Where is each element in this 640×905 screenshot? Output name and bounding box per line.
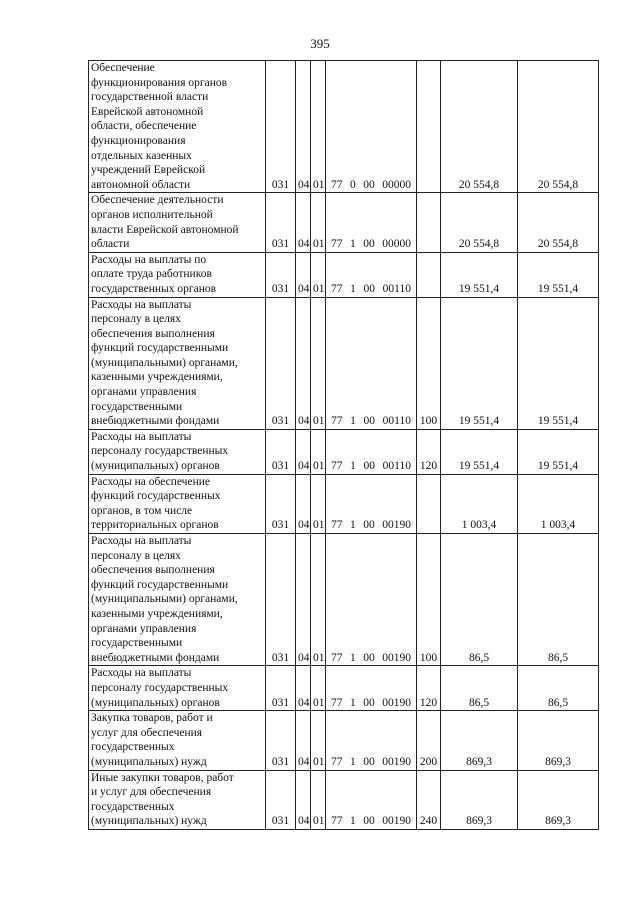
row-name xyxy=(89,252,266,297)
row-name-line: функций государственными xyxy=(91,342,229,355)
csr-part: 00190 xyxy=(382,696,411,709)
row-name-line: функций государственных xyxy=(91,490,221,503)
amount-2: 869,3 xyxy=(518,711,599,770)
row-name-line: Закупка товаров, работ и xyxy=(91,712,213,725)
pr-code: 01 xyxy=(311,252,326,297)
row-name-line: области xyxy=(91,238,130,251)
amount-1: 86,5 xyxy=(441,534,518,666)
row-name-line: органов, в том числе xyxy=(91,504,193,517)
table-row xyxy=(89,429,599,474)
csr-part: 1 xyxy=(350,282,356,295)
rz-code: 04 xyxy=(296,193,311,252)
vr-code: 100 xyxy=(417,297,441,429)
rz-code: 04 xyxy=(296,534,311,666)
row-name-line: казенными учреждениями, xyxy=(91,371,223,384)
ved-code: 031 xyxy=(266,770,296,829)
row-name-line: функционирования органов xyxy=(91,76,228,89)
vr-code: 240 xyxy=(417,770,441,829)
table-row xyxy=(89,474,599,533)
amount-2: 20 554,8 xyxy=(518,193,599,252)
row-name-line: Обеспечение деятельности xyxy=(91,194,224,207)
csr-part: 77 xyxy=(331,651,343,664)
page-number: 395 xyxy=(310,36,330,51)
ved-code: 031 xyxy=(266,193,296,252)
amount-1: 869,3 xyxy=(441,711,518,770)
csr-code xyxy=(326,474,417,533)
amount-1: 1 003,4 xyxy=(441,474,518,533)
rz-code: 04 xyxy=(296,61,311,193)
rz-code: 04 xyxy=(296,429,311,474)
csr-part: 00190 xyxy=(382,815,411,828)
row-name-line: (муниципальными) органами, xyxy=(91,356,238,369)
row-name xyxy=(89,61,266,193)
csr-part: 00 xyxy=(363,282,376,295)
row-name-line: Расходы на выплаты xyxy=(91,430,192,443)
csr-part: 00190 xyxy=(382,651,411,664)
row-name-line: оплате труда работников xyxy=(91,268,212,281)
row-name-line: учреждений Еврейской xyxy=(91,164,206,177)
amount-2: 869,3 xyxy=(518,770,599,829)
amount-1: 86,5 xyxy=(441,666,518,711)
row-name-line: Еврейской автономной xyxy=(91,105,204,118)
pr-code: 01 xyxy=(311,474,326,533)
csr-part: 1 xyxy=(350,651,356,664)
vr-code: 120 xyxy=(417,429,441,474)
row-name xyxy=(89,474,266,533)
csr-part: 00190 xyxy=(382,755,411,768)
row-name xyxy=(89,297,266,429)
pr-code: 01 xyxy=(311,193,326,252)
row-name-line: персоналу государственных xyxy=(91,681,229,694)
table-row xyxy=(89,770,599,829)
rz-code: 04 xyxy=(296,297,311,429)
row-name-line: Обеспечение xyxy=(91,62,155,74)
row-name-line: государственной власти xyxy=(91,91,209,104)
vr-code xyxy=(417,61,441,193)
pr-code: 01 xyxy=(311,61,326,193)
table-row xyxy=(89,297,599,429)
csr-part: 00 xyxy=(363,519,375,532)
csr-part: 00000 xyxy=(382,238,411,251)
csr-code xyxy=(326,534,417,666)
row-name xyxy=(89,711,266,770)
row-name-line: государственных xyxy=(91,800,175,813)
ved-code: 031 xyxy=(266,534,296,666)
csr-part: 00 xyxy=(363,696,375,709)
csr-code xyxy=(326,666,417,711)
rz-code: 04 xyxy=(296,770,311,829)
row-name-line: Расходы на выплаты xyxy=(91,535,192,547)
ved-code: 031 xyxy=(266,61,296,193)
csr-code xyxy=(326,252,417,297)
amount-1: 19 551,4 xyxy=(441,252,518,297)
row-name-line: услуг для обеспечения xyxy=(91,726,203,739)
row-name-line: Расходы на обеспечение xyxy=(91,475,210,488)
amount-1: 19 551,4 xyxy=(441,297,518,429)
csr-part: 1 xyxy=(350,519,356,532)
row-name-line: государственных xyxy=(91,741,175,754)
row-name-line: органов исполнительной xyxy=(91,208,213,221)
csr-part: 1 xyxy=(350,696,356,709)
csr-part: 1 xyxy=(350,238,356,251)
amount-2: 86,5 xyxy=(518,666,599,711)
amount-1: 20 554,8 xyxy=(441,193,518,252)
row-name-line: государственными xyxy=(91,637,183,650)
csr-part: 77 xyxy=(331,519,343,532)
row-name-line: государственными xyxy=(91,400,183,413)
rz-code: 04 xyxy=(296,474,311,533)
csr-part: 1 xyxy=(350,415,356,428)
csr-part: 00 xyxy=(363,460,376,473)
vr-code: 120 xyxy=(417,666,441,711)
row-name-line: органами управления xyxy=(91,386,197,399)
row-name-line: казенными учреждениями, xyxy=(91,607,223,620)
row-name-line: (муниципальных) органов xyxy=(91,460,220,473)
csr-part: 1 xyxy=(350,755,356,768)
amount-2: 19 551,4 xyxy=(518,297,599,429)
csr-part: 00110 xyxy=(382,460,411,473)
csr-part: 00190 xyxy=(382,519,411,532)
csr-part: 77 xyxy=(331,238,343,251)
ved-code: 031 xyxy=(266,711,296,770)
budget-table xyxy=(88,60,599,830)
table-row xyxy=(89,252,599,297)
vr-code xyxy=(417,474,441,533)
vr-code: 200 xyxy=(417,711,441,770)
row-name-line: Расходы на выплаты xyxy=(91,298,192,311)
row-name-line: (муниципальных) нужд xyxy=(91,755,207,768)
csr-part: 00 xyxy=(363,755,375,768)
pr-code: 01 xyxy=(311,297,326,429)
table-row xyxy=(89,711,599,770)
amount-2: 19 551,4 xyxy=(518,252,599,297)
row-name-line: (муниципальных) нужд xyxy=(91,815,207,828)
csr-part: 0 xyxy=(350,178,356,191)
vr-code xyxy=(417,193,441,252)
row-name-line: автономной области xyxy=(91,178,191,191)
row-name-line: отдельных казенных xyxy=(91,149,192,162)
amount-2: 86,5 xyxy=(518,534,599,666)
pr-code: 01 xyxy=(311,534,326,666)
amount-1: 20 554,8 xyxy=(441,61,518,193)
pr-code: 01 xyxy=(311,429,326,474)
csr-code xyxy=(326,61,417,193)
table-row xyxy=(89,193,599,252)
row-name-line: внебюджетными фондами xyxy=(91,651,220,664)
csr-part: 77 xyxy=(331,460,343,473)
row-name-line: внебюджетными фондами xyxy=(91,415,220,428)
row-name-line: государственных органов xyxy=(91,282,217,295)
csr-part: 00110 xyxy=(382,282,411,295)
rz-code: 04 xyxy=(296,711,311,770)
vr-code: 100 xyxy=(417,534,441,666)
csr-part: 77 xyxy=(331,178,343,191)
row-name-line: Иные закупки товаров, работ xyxy=(91,771,234,784)
csr-part: 00 xyxy=(363,815,375,828)
csr-part: 77 xyxy=(331,415,343,428)
csr-part: 00 xyxy=(363,415,376,428)
csr-code xyxy=(326,770,417,829)
table-row xyxy=(89,61,599,193)
row-name-line: области, обеспечение xyxy=(91,120,197,133)
amount-2: 19 551,4 xyxy=(518,429,599,474)
row-name-line: обеспечения выполнения xyxy=(91,564,215,577)
row-name xyxy=(89,193,266,252)
table-row xyxy=(89,534,599,666)
rz-code: 04 xyxy=(296,252,311,297)
amount-2: 20 554,8 xyxy=(518,61,599,193)
ved-code: 031 xyxy=(266,252,296,297)
csr-part: 00 xyxy=(363,238,375,251)
row-name-line: власти Еврейской автономной xyxy=(91,223,239,236)
csr-code xyxy=(326,711,417,770)
csr-code xyxy=(326,429,417,474)
csr-part: 1 xyxy=(350,460,356,473)
csr-part: 1 xyxy=(350,815,356,828)
csr-part: 77 xyxy=(331,815,343,828)
csr-part: 00110 xyxy=(382,415,411,428)
row-name-line: персоналу в целях xyxy=(91,549,181,562)
ved-code: 031 xyxy=(266,474,296,533)
csr-part: 00000 xyxy=(382,178,411,191)
row-name-line: функций государственными xyxy=(91,578,229,591)
row-name-line: (муниципальных) органов xyxy=(91,696,220,709)
table-row xyxy=(89,666,599,711)
amount-2: 1 003,4 xyxy=(518,474,599,533)
row-name-line: персоналу государственных xyxy=(91,445,229,458)
ved-code: 031 xyxy=(266,297,296,429)
row-name-line: Расходы на выплаты xyxy=(91,667,192,680)
rz-code: 04 xyxy=(296,666,311,711)
csr-code xyxy=(326,297,417,429)
row-name-line: Расходы на выплаты по xyxy=(91,253,207,266)
vr-code xyxy=(417,252,441,297)
csr-part: 00 xyxy=(363,651,375,664)
pr-code: 01 xyxy=(311,711,326,770)
pr-code: 01 xyxy=(311,770,326,829)
row-name-line: (муниципальными) органами, xyxy=(91,593,238,606)
amount-1: 869,3 xyxy=(441,770,518,829)
csr-part: 77 xyxy=(331,282,343,295)
csr-part: 77 xyxy=(331,755,343,768)
row-name-line: функционирования xyxy=(91,134,186,147)
row-name-line: и услуг для обеспечения xyxy=(91,786,212,799)
csr-code xyxy=(326,193,417,252)
pr-code: 01 xyxy=(311,666,326,711)
csr-part: 00 xyxy=(363,178,375,191)
row-name-line: территориальных органов xyxy=(91,519,219,532)
ved-code: 031 xyxy=(266,666,296,711)
csr-part: 77 xyxy=(331,696,343,709)
row-name-line: персоналу в целях xyxy=(91,313,181,326)
row-name xyxy=(89,666,266,711)
ved-code: 031 xyxy=(266,429,296,474)
amount-1: 19 551,4 xyxy=(441,429,518,474)
row-name xyxy=(89,534,266,666)
row-name-line: обеспечения выполнения xyxy=(91,327,215,340)
row-name xyxy=(89,770,266,829)
row-name xyxy=(89,429,266,474)
row-name-line: органами управления xyxy=(91,622,197,635)
